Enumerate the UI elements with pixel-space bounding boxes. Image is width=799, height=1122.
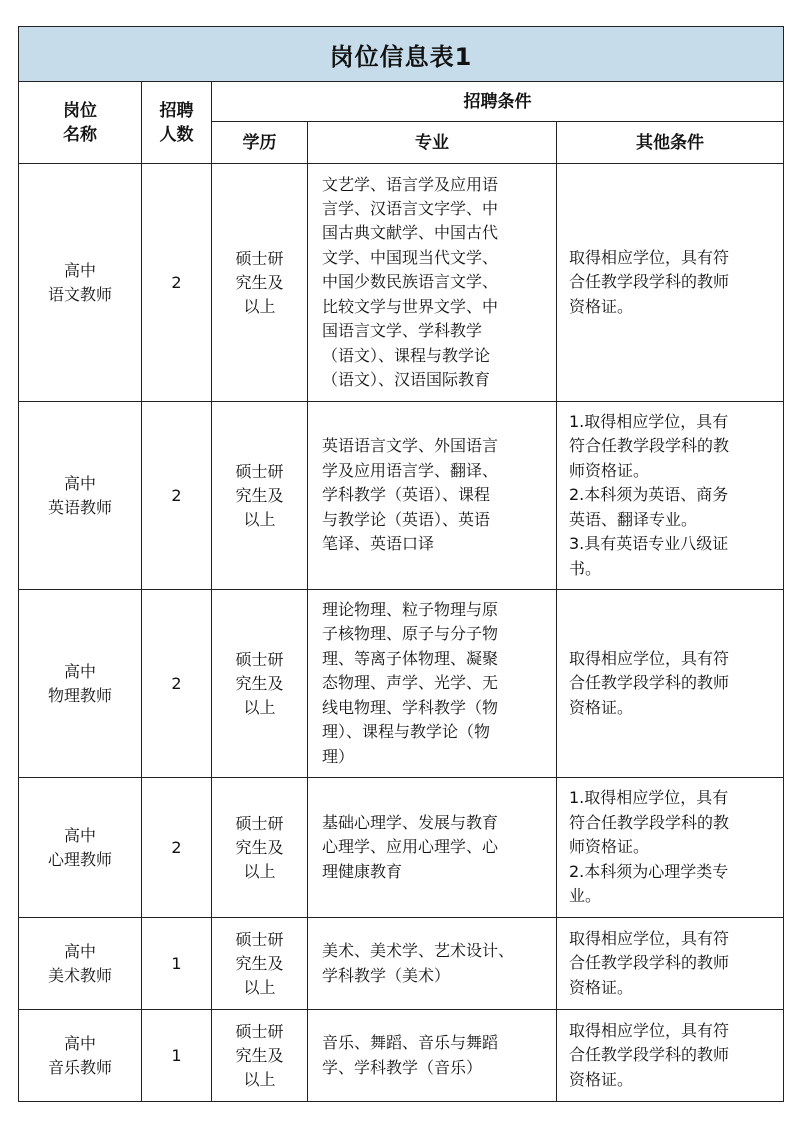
major-cell-line: 心理学、应用心理学、心 — [322, 837, 499, 857]
major-cell-line: 子核物理、原子与分子物 — [322, 624, 499, 644]
major-cell-line: 国语言文学、学科教学 — [322, 321, 483, 341]
position-cell-line: 音乐教师 — [47, 1057, 112, 1077]
education-cell-line: 究生及 — [235, 272, 284, 292]
other-conditions-cell-line: 师资格证。 — [569, 837, 650, 857]
header-other: 其他条件 — [557, 122, 784, 164]
other-conditions-cell — [557, 402, 784, 590]
major-cell-line: 美术、美术学、艺术设计、 — [322, 941, 515, 961]
major-cell-line: 理） — [322, 746, 355, 766]
table-row — [19, 164, 784, 402]
major-cell-line: 态物理、声学、光学、无 — [322, 673, 499, 693]
major-cell-line: 学、学科教学（音乐） — [322, 1057, 483, 1077]
major-cell-line: 文艺学、语言学及应用语 — [322, 174, 499, 194]
position-cell — [19, 590, 142, 778]
other-conditions-cell-line: 资格证。 — [569, 697, 634, 717]
education-cell-line: 以上 — [243, 296, 276, 316]
count-cell: 2 — [142, 590, 212, 778]
position-cell — [19, 918, 142, 1010]
major-cell — [308, 778, 557, 918]
education-cell-line: 以上 — [243, 509, 276, 529]
other-conditions-cell-line: 2.本科须为心理学类专 — [569, 861, 729, 881]
other-conditions-cell-line: 符合任教学段学科的教 — [569, 436, 730, 456]
education-cell-line: 以上 — [243, 977, 276, 997]
table-title: 岗位信息表1 — [19, 27, 784, 82]
other-conditions-cell-line: 师资格证。 — [569, 460, 650, 480]
major-cell-line: 英语语言文学、外国语言 — [322, 436, 499, 456]
other-conditions-cell-line: 1.取得相应学位，具有 — [569, 788, 729, 808]
table-row — [19, 778, 784, 918]
education-cell-line: 硕士研 — [235, 813, 284, 833]
major-cell-line: 言学、汉语言文字学、中 — [322, 199, 499, 219]
major-cell — [308, 402, 557, 590]
other-conditions-cell — [557, 918, 784, 1010]
education-cell-line: 硕士研 — [235, 461, 284, 481]
other-conditions-cell-line: 业。 — [569, 886, 602, 906]
header-education: 学历 — [212, 122, 308, 164]
count-cell: 1 — [142, 1010, 212, 1102]
major-cell-line: 学及应用语言学、翻译、 — [322, 460, 499, 480]
education-cell-line: 以上 — [243, 697, 276, 717]
education-cell-line: 究生及 — [235, 953, 284, 973]
position-cell-line: 高中 — [63, 260, 96, 280]
count-cell: 1 — [142, 918, 212, 1010]
education-cell-line: 究生及 — [235, 1045, 284, 1065]
education-cell-line: 究生及 — [235, 485, 284, 505]
position-cell — [19, 778, 142, 918]
other-conditions-cell-line: 资格证。 — [569, 1069, 634, 1089]
other-conditions-cell-line: 取得相应学位，具有符 — [569, 928, 730, 948]
other-conditions-cell-line: 取得相应学位，具有符 — [569, 648, 730, 668]
other-conditions-cell-line: 英语、翻译专业。 — [569, 509, 698, 529]
count-cell: 2 — [142, 164, 212, 402]
position-cell-line: 高中 — [63, 661, 96, 681]
header-position-line: 岗位 — [63, 100, 97, 121]
major-cell-line: 文学、中国现当代文学、 — [322, 247, 499, 267]
other-conditions-cell-line: 取得相应学位，具有符 — [569, 1020, 730, 1040]
count-cell: 2 — [142, 402, 212, 590]
major-cell-line: 比较文学与世界文学、中 — [322, 296, 499, 316]
header-position-line: 名称 — [63, 124, 97, 145]
other-conditions-cell-line: 1.取得相应学位，具有 — [569, 412, 729, 432]
job-info-table — [18, 26, 784, 1102]
education-cell-line: 硕士研 — [235, 248, 284, 268]
other-conditions-cell-line: 合任教学段学科的教师 — [569, 272, 730, 292]
header-conditions: 招聘条件 — [212, 82, 784, 122]
major-cell — [308, 918, 557, 1010]
education-cell-line: 硕士研 — [235, 929, 284, 949]
education-cell-line: 究生及 — [235, 673, 284, 693]
education-cell-line: 以上 — [243, 861, 276, 881]
position-cell — [19, 402, 142, 590]
education-cell-line: 硕士研 — [235, 1021, 284, 1041]
major-cell-line: 理）、课程与教学论（物 — [322, 722, 491, 742]
other-conditions-cell-line: 取得相应学位，具有符 — [569, 247, 730, 267]
major-cell-line: 学科教学（美术） — [322, 965, 451, 985]
education-cell — [212, 402, 308, 590]
header-count-line: 人数 — [159, 124, 194, 145]
major-cell-line: 中国少数民族语言文学、 — [322, 272, 499, 292]
major-cell-line: 笔译、英语口译 — [322, 534, 435, 554]
header-count — [142, 82, 212, 164]
education-cell — [212, 918, 308, 1010]
count-cell: 2 — [142, 778, 212, 918]
major-cell-line: 理论物理、粒子物理与原 — [322, 600, 499, 620]
major-cell-line: 学科教学（英语）、课程 — [322, 485, 491, 505]
position-cell-line: 语文教师 — [47, 284, 112, 304]
major-cell-line: 线电物理、学科教学（物 — [322, 697, 499, 717]
education-cell — [212, 778, 308, 918]
other-conditions-cell-line: 书。 — [569, 558, 602, 578]
position-cell-line: 高中 — [63, 825, 96, 845]
other-conditions-cell-line: 合任教学段学科的教师 — [569, 673, 730, 693]
major-cell-line: 与教学论（英语）、英语 — [322, 509, 491, 529]
education-cell-line: 以上 — [243, 1069, 276, 1089]
other-conditions-cell-line: 资格证。 — [569, 977, 634, 997]
other-conditions-cell-line: 资格证。 — [569, 296, 634, 316]
other-conditions-cell — [557, 1010, 784, 1102]
header-count-line: 招聘 — [159, 100, 194, 121]
other-conditions-cell-line: 合任教学段学科的教师 — [569, 953, 730, 973]
other-conditions-cell-line: 符合任教学段学科的教 — [569, 812, 730, 832]
position-cell-line: 英语教师 — [47, 497, 112, 517]
position-cell-line: 高中 — [63, 473, 96, 493]
other-conditions-cell-line: 合任教学段学科的教师 — [569, 1045, 730, 1065]
major-cell-line: 国古典文献学、中国古代 — [322, 223, 499, 243]
header-major: 专业 — [308, 122, 557, 164]
major-cell-line: （语文）、课程与教学论 — [322, 345, 491, 365]
position-cell — [19, 1010, 142, 1102]
major-cell-line: 理、等离子体物理、凝聚 — [322, 648, 499, 668]
education-cell-line: 硕士研 — [235, 649, 284, 669]
position-cell-line: 高中 — [63, 1033, 96, 1053]
major-cell-line: 音乐、舞蹈、音乐与舞蹈 — [322, 1033, 499, 1053]
table-row — [19, 402, 784, 590]
education-cell — [212, 590, 308, 778]
major-cell — [308, 590, 557, 778]
major-cell — [308, 1010, 557, 1102]
position-cell-line: 心理教师 — [47, 849, 112, 869]
table-row — [19, 590, 784, 778]
education-cell — [212, 164, 308, 402]
position-cell-line: 高中 — [63, 941, 96, 961]
other-conditions-cell — [557, 590, 784, 778]
major-cell-line: 基础心理学、发展与教育 — [322, 812, 499, 832]
education-cell — [212, 1010, 308, 1102]
table-row — [19, 918, 784, 1010]
major-cell-line: （语文）、汉语国际教育 — [322, 369, 491, 389]
header-position — [19, 82, 142, 164]
other-conditions-cell-line: 3.具有英语专业八级证 — [569, 534, 729, 554]
education-cell-line: 究生及 — [235, 837, 284, 857]
major-cell — [308, 164, 557, 402]
major-cell-line: 理健康教育 — [322, 861, 403, 881]
other-conditions-cell — [557, 778, 784, 918]
other-conditions-cell — [557, 164, 784, 402]
other-conditions-cell-line: 2.本科须为英语、商务 — [569, 485, 729, 505]
position-cell-line: 美术教师 — [47, 965, 112, 985]
position-cell — [19, 164, 142, 402]
table-row — [19, 1010, 784, 1102]
position-cell-line: 物理教师 — [47, 685, 112, 705]
